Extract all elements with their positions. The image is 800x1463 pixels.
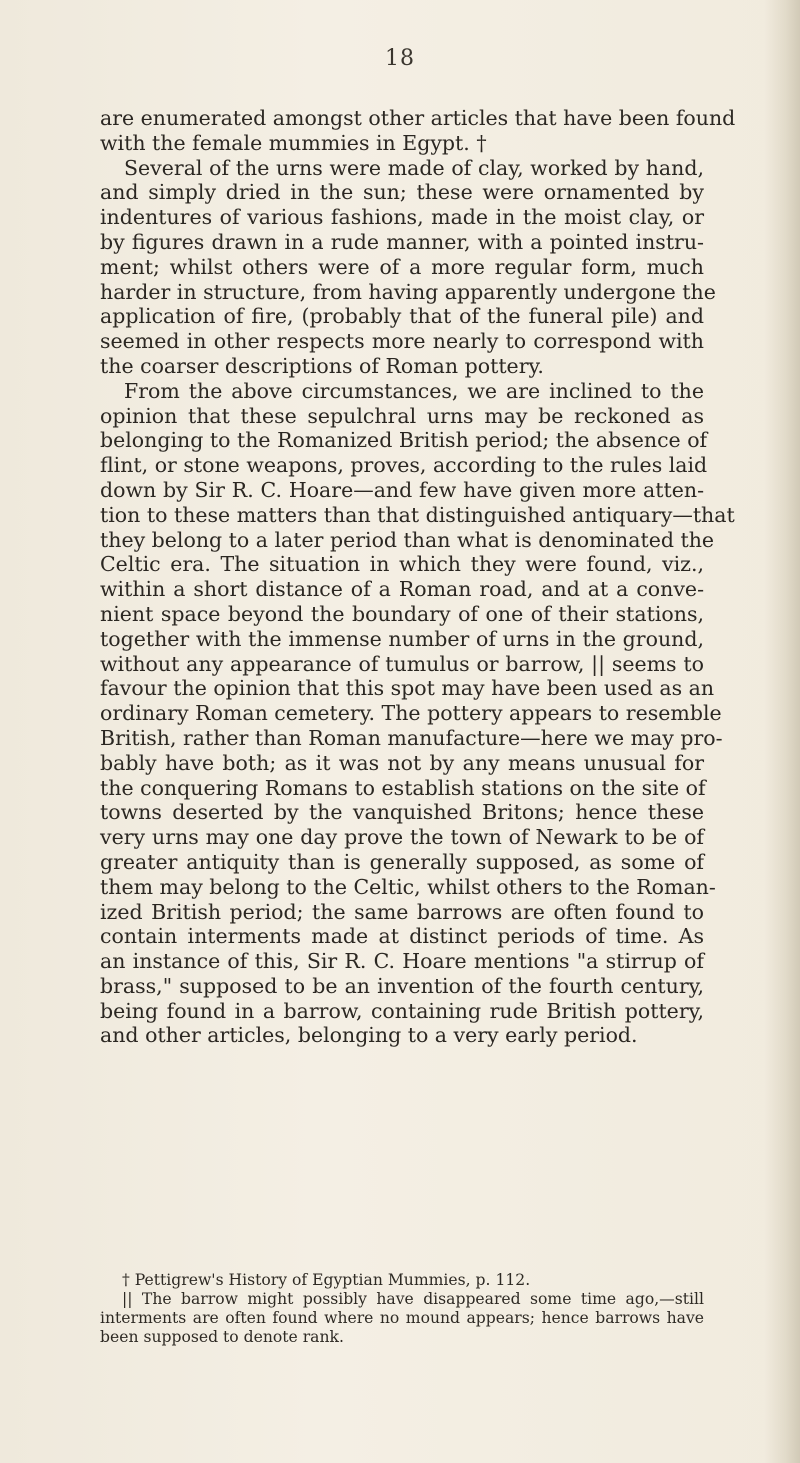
body-line: towns deserted by the vanquished Britons; hence these — [100, 800, 704, 825]
body-line: From the above circumstances, we are inclined to the — [124, 378, 704, 403]
footnote-line: been supposed to denote rank. — [100, 1328, 344, 1346]
body-line: ized British period; the same barrows are often found to — [100, 899, 704, 924]
body-line: indentures of various fashions, made in the moist clay, or — [100, 205, 704, 230]
body-line: they belong to a later period than what is denominated the — [100, 527, 715, 552]
body-line: down by Sir R. C. Hoare—and few have given more atten- — [100, 477, 704, 502]
body-line: favour the opinion that this spot may have been used as an — [100, 676, 715, 701]
body-line: seemed in other respects more nearly to correspond with — [100, 329, 704, 354]
body-text — [100, 106, 736, 1048]
footnote-line: † Pettigrew's History of Egyptian Mummies, p. 112. — [122, 1271, 531, 1289]
body-line: the conquering Romans to establish stations on the site of — [100, 775, 706, 800]
body-line: tion to these matters than that distinguished antiquary—that — [100, 502, 735, 527]
body-line: opinion that these sepulchral urns may be reckoned as — [100, 403, 704, 428]
body-line: application of fire, (probably that of the funeral pile) and — [100, 304, 704, 329]
page-edge-shadow — [764, 0, 800, 1463]
footnote-line: || The barrow might possibly have disappeared some time ago,—still — [122, 1290, 704, 1308]
body-line: within a short distance of a Roman road, and at a conve- — [100, 577, 704, 602]
body-line: them may belong to the Celtic, whilst others to the Roman- — [100, 874, 716, 899]
body-line: nient space beyond the boundary of one of their stations, — [100, 601, 704, 626]
body-line: without any appearance of tumulus or barrow, || seems to — [100, 651, 704, 676]
body-line: together with the immense number of urns in the ground, — [100, 626, 704, 651]
body-line: being found in a barrow, containing rude British pottery, — [100, 998, 704, 1023]
body-line: an instance of this, Sir R. C. Hoare mentions "a stirrup of — [100, 949, 704, 974]
body-line: with the female mummies in Egypt. † — [100, 130, 487, 155]
body-line: very urns may one day prove the town of Newark to be of — [100, 825, 704, 850]
body-line: by figures drawn in a rude manner, with a pointed instru- — [100, 229, 704, 254]
body-line: greater antiquity than is generally supposed, as some of — [100, 849, 704, 874]
body-line: brass," supposed to be an invention of the fourth century, — [100, 973, 704, 998]
footnote-line: interments are often found where no mound appears; hence barrows have — [100, 1309, 704, 1327]
body-line: Several of the urns were made of clay, worked by hand, — [124, 155, 704, 180]
body-line: contain interments made at distinct periods of time. As — [100, 924, 704, 949]
body-line: are enumerated amongst other articles that have been found — [100, 106, 736, 130]
body-line: belonging to the Romanized British period; the absence of — [100, 428, 708, 453]
body-line: ment; whilst others were of a more regular form, much — [100, 254, 704, 279]
body-line: and simply dried in the sun; these were ornamented by — [100, 180, 704, 205]
body-line: British, rather than Roman manufacture—here we may pro- — [100, 725, 723, 750]
body-line: and other articles, belonging to a very early period. — [100, 1023, 638, 1048]
page-number: 18 — [385, 46, 415, 71]
body-line: ordinary Roman cemetery. The pottery appears to resemble — [100, 701, 722, 726]
body-line: flint, or stone weapons, proves, according to the rules laid — [100, 453, 708, 478]
body-line: Celtic era. The situation in which they were found, viz., — [100, 552, 704, 577]
body-line: the coarser descriptions of Roman pottery. — [100, 353, 544, 378]
body-line: harder in structure, from having apparently undergone the — [100, 279, 716, 304]
body-line: bably have both; as it was not by any means unusual for — [100, 750, 704, 775]
footnotes — [100, 1271, 704, 1347]
